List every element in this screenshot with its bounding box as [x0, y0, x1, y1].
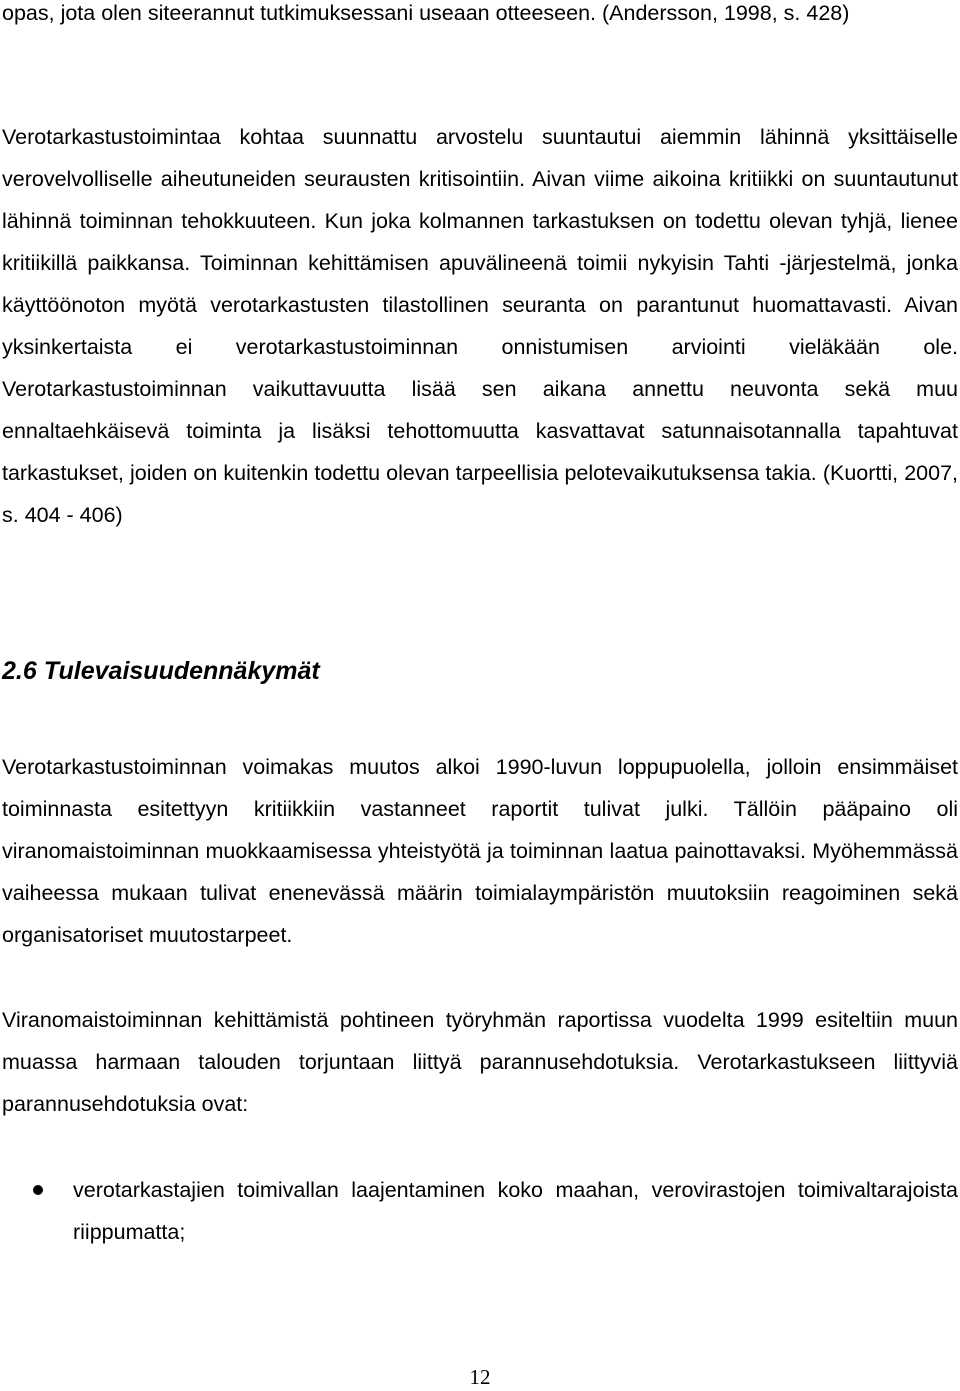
paragraph-criticism: Verotarkastustoimintaa kohtaa suunnattu arvostelu suuntautui aiemmin lähinnä yksittäiselle verovelvolliselle aiheutuneiden seurausten kritisointiin. Aivan viime aikoina kritiikki on suuntautunut lähinnä toiminnan tehokkuuteen. Kun joka kolmannen tarkastuksen on todettu olevan tyhjä, lienee kritiikillä paikkansa. Toiminnan kehittämisen apuvälineenä toimii nykyisin Tahti -järjestelmä, jonka käyttöönoton myötä verotarkastusten tilastollinen seuranta on parantunut huomattavasti. Aivan yksinkertaista ei verotarkastustoiminnan onnistumisen arviointi vieläkään ole. Verotarkastustoiminnan vaikuttavuutta lisää sen aikana annettu neuvonta sekä muu ennaltaehkäisevä toiminta ja lisäksi tehottomuutta kasvattavat satunnaisotannalla tapahtuvat tarkastukset, joiden on kuitenkin todettu olevan tarpeellisia pelotevaikutuksensa takia. (Kuortti, 2007, s. 404 - 406) [2, 125, 958, 527]
list-item [0, 1169, 958, 1253]
page-number: 12 [469, 1365, 491, 1389]
paragraph-intro-end: opas, jota olen siteerannut tutkimuksessani useaan otteeseen. (Andersson, 1998, s. 428) [2, 1, 850, 25]
paragraph-future-intro: Verotarkastustoiminnan voimakas muutos alkoi 1990-luvun loppupuolella, jolloin ensimmäiset toiminnasta esitettyyn kritiikkiin vastanneet raportit tulivat julki. Tällöin pääpaino oli viranomaistoiminnan muokkaamisessa yhteistyötä ja toiminnan laatua painottavaksi. Myöhemmässä vaiheessa mukaan tulivat enenevässä määrin toimialaympäristön muutoksiin reagoiminen sekä organisatoriset muutostarpeet. [2, 755, 958, 947]
paragraph-workgroup: Viranomaistoiminnan kehittämistä pohtineen työryhmän raportissa vuodelta 1999 esiteltiin muun muassa harmaan talouden torjuntaan liittyä parannusehdotuksia. Verotarkastukseen liittyviä parannusehdotuksia ovat: [2, 1008, 958, 1116]
bullet-icon [33, 1185, 43, 1195]
bullet-list [0, 1169, 960, 1253]
section-heading: 2.6 Tulevaisuudennäkymät [2, 657, 320, 685]
list-item-text: verotarkastajien toimivallan laajentaminen koko maahan, verovirastojen toimivaltarajoista riippumatta; [73, 1178, 958, 1244]
